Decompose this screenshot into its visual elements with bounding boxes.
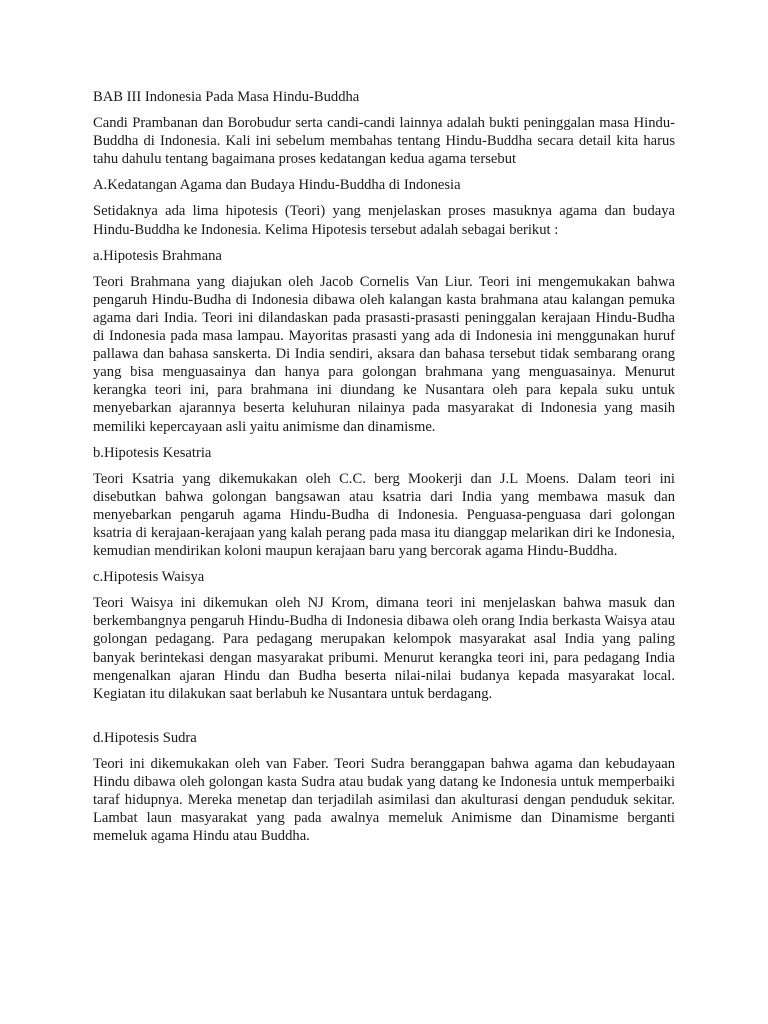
hypothesis-kesatria-paragraph: Teori Ksatria yang dikemukakan oleh C.C. berg Mookerji dan J.L Moens. Dalam teori ini disebutkan bahwa golongan bangsawan atau ksatria dari India yang membawa masuk dan menyebarkan pengaruh agama Hindu-Budha di Indonesia. Penguasa-penguasa dari golongan ksatria di kerajaan-kerajaan yang kalah perang pada masa itu dianggap melarikan diri ke Indonesia, kemudian mendirikan koloni maupun kerajaan baru yang bercorak agama Hindu-Buddha. xyxy=(93,470,675,560)
intro-paragraph: Candi Prambanan dan Borobudur serta candi-candi lainnya adalah bukti peninggalan masa Hindu-Buddha di Indonesia. Kali ini sebelum membahas tentang Hindu-Buddha secara detail kita harus tahu dahulu tentang bagaimana proses kedatangan kedua agama tersebut xyxy=(93,115,675,168)
hypothesis-brahmana-heading: a.Hipotesis Brahmana xyxy=(93,247,222,264)
document-title: BAB III Indonesia Pada Masa Hindu-Buddha xyxy=(93,89,360,105)
section-a-heading: A.Kedatangan Agama dan Budaya Hindu-Buddha di Indonesia xyxy=(93,177,461,194)
document-page xyxy=(93,88,675,853)
hypothesis-brahmana-paragraph: Teori Brahmana yang diajukan oleh Jacob Cornelis Van Liur. Teori ini mengemukakan bahwa pengaruh Hindu-Budha di Indonesia dibawa oleh kalangan kasta brahmana atau kalangan pemuka agama dari India. Teori ini dilandaskan pada prasasti-prasasti peninggalan kerajaan Hindu-Budha di Indonesia pada masa lampau. Mayoritas prasasti yang ada di Indonesia ini menggunakan huruf pallawa dan bahasa sanskerta. Di India sendiri, aksara dan bahasa tersebut tidak sembarang orang yang bisa menguasainya dan hanya para golongan brahmana yang menguasainya. Menurut kerangka teori ini, para brahmana ini diundang ke Nusantara oleh para kepala suku untuk menyebarkan ajarannya beserta keluhuran nilainya pada masyarakat di Indonesia yang masih memiliki kepercayaan asli yaitu animisme dan dinamisme. xyxy=(93,273,675,435)
hypothesis-sudra-paragraph: Teori ini dikemukakan oleh van Faber. Teori Sudra beranggapan bahwa agama dan kebudayaan Hindu dibawa oleh golongan kasta Sudra atau budak yang datang ke Indonesia untuk memperbaiki taraf hidupnya. Mereka menetap dan terjadilah asimilasi dan akulturasi dengan penduduk sekitar. Lambat laun masyarakat yang pada awalnya memeluk Animisme dan Dinamisme berganti memeluk agama Hindu atau Buddha. xyxy=(93,755,675,845)
hypothesis-sudra-heading: d.Hipotesis Sudra xyxy=(93,729,197,746)
section-a-paragraph: Setidaknya ada lima hipotesis (Teori) yang menjelaskan proses masuknya agama dan budaya Hindu-Buddha ke Indonesia. Kelima Hipotesis tersebut adalah sebagai berikut : xyxy=(93,203,675,238)
hypothesis-waisya-paragraph: Teori Waisya ini dikemukan oleh NJ Krom, dimana teori ini menjelaskan bahwa masuk dan berkembangnya pengaruh Hindu-Budha di Indonesia dibawa oleh orang India berkasta Waisya atau golongan pedagang. Para pedagang merupakan kelompok masyarakat asal India yang paling banyak berintekasi dengan masyarakat pribumi. Menurut kerangka teori ini, para pedagang India mengenalkan ajaran Hindu dan Budha beserta nilai-nilai budanya kepada masyarakat local. Kegiatan itu dilakukan saat berlabuh ke Nusantara untuk berdagang. xyxy=(93,595,675,702)
hypothesis-kesatria-heading: b.Hipotesis Kesatria xyxy=(93,444,212,461)
hypothesis-waisya-heading: c.Hipotesis Waisya xyxy=(93,569,205,586)
